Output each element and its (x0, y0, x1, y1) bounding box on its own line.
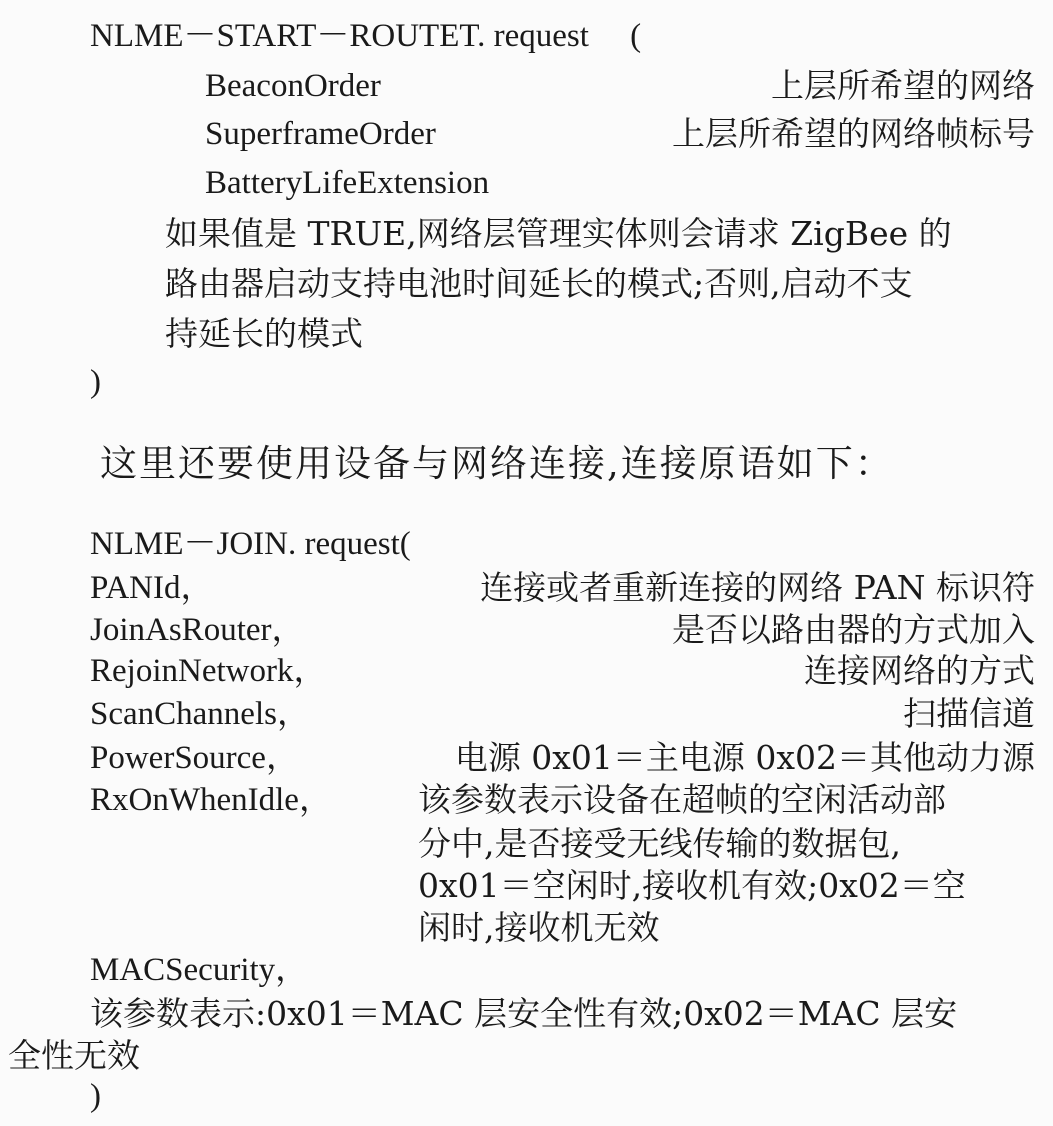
superframe-order-param: SuperframeOrder (205, 116, 436, 152)
superframe-order-desc: 上层所希望的网络帧标号 (672, 114, 1035, 153)
mac-security-desc-line: 全性无效 (8, 1036, 140, 1075)
join-param-desc: 是否以路由器的方式加入 (672, 610, 1035, 649)
join-param-name: ScanChannels， (90, 696, 310, 732)
beacon-order-param: BeaconOrder (205, 68, 381, 104)
join-param-desc: 电源 0x01＝主电源 0x02＝其他动力源 (454, 738, 1035, 777)
intro-sentence: 这里还要使用设备与网络连接,连接原语如下： (100, 442, 894, 485)
beacon-order-desc: 上层所希望的网络 (771, 66, 1035, 105)
join-param-name: RejoinNetwork， (90, 653, 327, 689)
join-param-desc-line: 分中,是否接受无线传输的数据包, (418, 824, 901, 863)
join-param-desc: 连接网络的方式 (804, 651, 1035, 690)
join-primitive-header: NLME－JOIN. request( (90, 526, 411, 562)
join-param-desc-line: 闲时,接收机无效 (418, 908, 660, 947)
join-param-name: RxOnWhenIdle， (90, 782, 332, 818)
battery-desc-line: 持延长的模式 (165, 314, 363, 353)
mac-security-desc-line: 该参数表示:0x01＝MAC 层安全性有效;0x02＝MAC 层安 (90, 994, 958, 1033)
route-close-paren: ) (90, 364, 101, 400)
join-param-desc: 连接或者重新连接的网络 PAN 标识符 (480, 568, 1035, 607)
join-param-name: PowerSource， (90, 740, 299, 776)
mac-security-param: MACSecurity， (90, 952, 309, 988)
join-param-desc: 扫描信道 (903, 694, 1035, 733)
battery-life-extension-param: BatteryLifeExtension (205, 165, 490, 201)
join-param-name: JoinAsRouter， (90, 612, 305, 648)
route-primitive-header: NLME－START－ROUTET. request ( (90, 18, 642, 54)
battery-desc-line: 如果值是 TRUE,网络层管理实体则会请求 ZigBee 的 (165, 214, 952, 253)
join-param-desc-line: 该参数表示设备在超帧的空闲活动部 (418, 780, 946, 819)
join-close-paren: ) (90, 1078, 101, 1114)
battery-desc-line: 路由器启动支持电池时间延长的模式;否则,启动不支 (165, 264, 913, 303)
join-param-desc-line: 0x01＝空闲时,接收机有效;0x02＝空 (418, 866, 966, 905)
join-param-name: PANId， (90, 570, 214, 606)
